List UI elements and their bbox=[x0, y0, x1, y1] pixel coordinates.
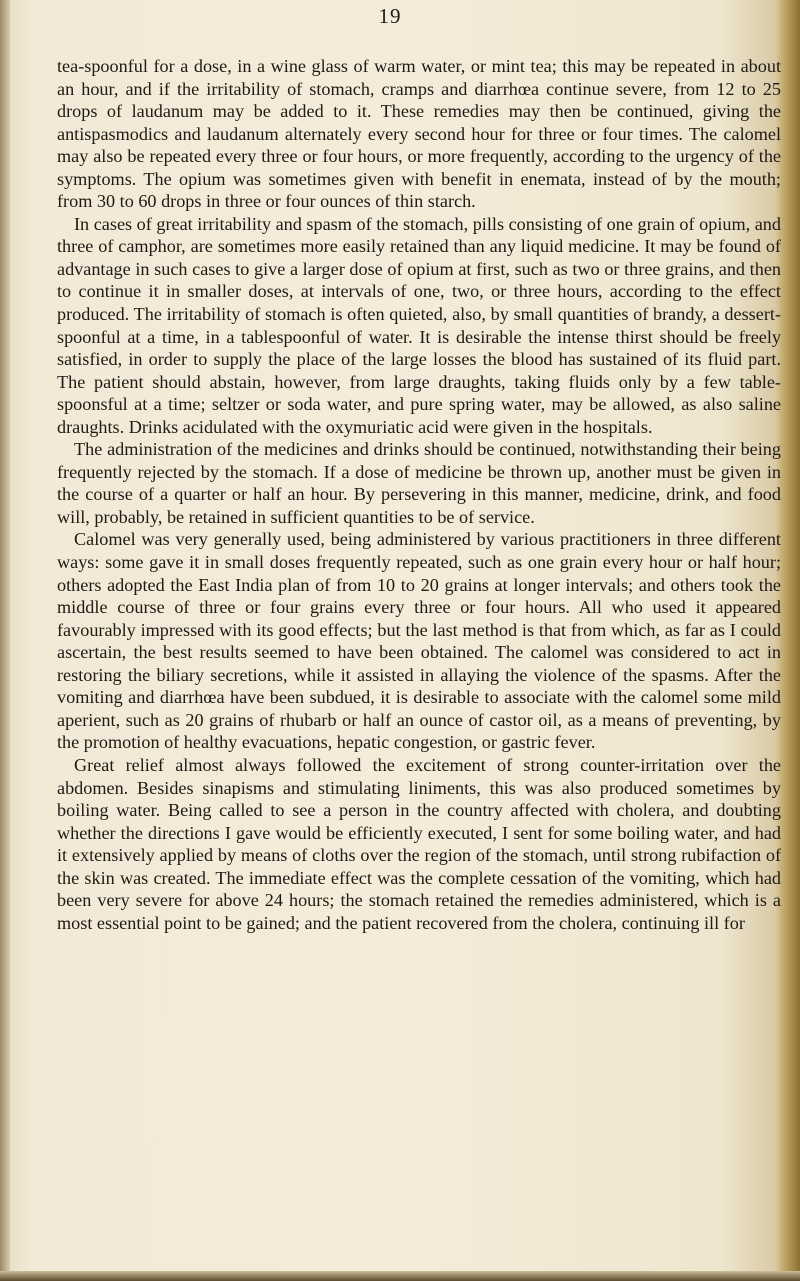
paragraph-calomel: Calomel was very generally used, being administered by various practitioners in three different ways: some gave it in small doses frequently repeated, such as one grain every hour or half hour; others adopted the East India plan of from 10 to 20 grains at longer intervals; and others took the middle course of three or four grains every three or four hours. All who used it appeared favourably impressed with its good effects; but the last method is that from which, as far as I could ascertain, the best results seemed to have been obtained. The calomel was considered to act in restoring the biliary secretions, while it assisted in allaying the violence of the spasms. After the vomiting and diarrhœa have been subdued, it is desirable to associate with the calomel some mild aperient, such as 20 grains of rhubarb or half an ounce of castor oil, as a means of preventing, by the promotion of healthy evacuations, hepatic congestion, or gastric fever. bbox=[57, 529, 781, 753]
paragraph-counter-irritation: Great relief almost always followed the excitement of strong counter-irritation over the abdomen. Besides sinapisms and stimulating liniments, this was also produced sometimes by boiling water. Being called to see a person in the country affected with cholera, and doubting whether the directions I gave would be efficiently executed, I sent for some boiling water, and had it extensively applied by means of cloths over the region of the stomach, until strong rubifaction of the skin was created. The immediate effect was the complete cessation of the vomiting, which had been very severe for above 24 hours; the stomach retained the remedies administered, which is a most essential point to be gained; and the patient recovered from the cholera, continuing ill for bbox=[57, 754, 781, 933]
page-bottom-edge bbox=[0, 1271, 800, 1281]
paragraph-continued: tea-spoonful for a dose, in a wine glass of warm water, or mint tea; this may be repeated in about an hour, and if the irritability of stomach, cramps and diarrhœa continue severe, from 12 to 25 drops of laudanum may be added to it. These remedies may then be continued, giving the antispasmodics and laudanum alternately every second hour for three or four times. The calomel may also be repeated every three or four hours, or more frequently, according to the urgency of the symptoms. The opium was sometimes given with benefit in enemata, instead of by the mouth; from 30 to 60 drops in three or four ounces of thin starch. bbox=[57, 56, 781, 212]
page-left-edge bbox=[0, 0, 10, 1281]
body-text bbox=[57, 55, 781, 934]
page-number: 19 bbox=[378, 4, 402, 28]
paragraph-irritability: In cases of great irritability and spasm of the stomach, pills consisting of one grain of opium, and three of camphor, are sometimes more easily retained than any liquid medicine. It may be found of advantage in such cases to give a larger dose of opium at first, such as two or three grains, and then to continue it in smaller doses, at intervals of one, two, or three hours, according to the effect produced. The irritability of stomach is often quieted, also, by small quantities of brandy, a dessert-spoonful at a time, in a tablespoonful of water. It is desirable the intense thirst should be freely satisfied, in order to supply the place of the large losses the blood has sustained of its fluid part. The patient should abstain, however, from large draughts, taking fluids only by a few table-spoonsful at a time; seltzer or soda water, and pure spring water, may be allowed, as also saline draughts. Drinks acidulated with the oxymuriatic acid were given in the hospitals. bbox=[57, 213, 781, 437]
paragraph-administration: The administration of the medicines and drinks should be continued, notwithstanding their being frequently rejected by the stomach. If a dose of medicine be thrown up, another must be given in the course of a quarter or half an hour. By persevering in this manner, medicine, drink, and food will, probably, be retained in sufficient quantities to be of service. bbox=[57, 439, 781, 527]
